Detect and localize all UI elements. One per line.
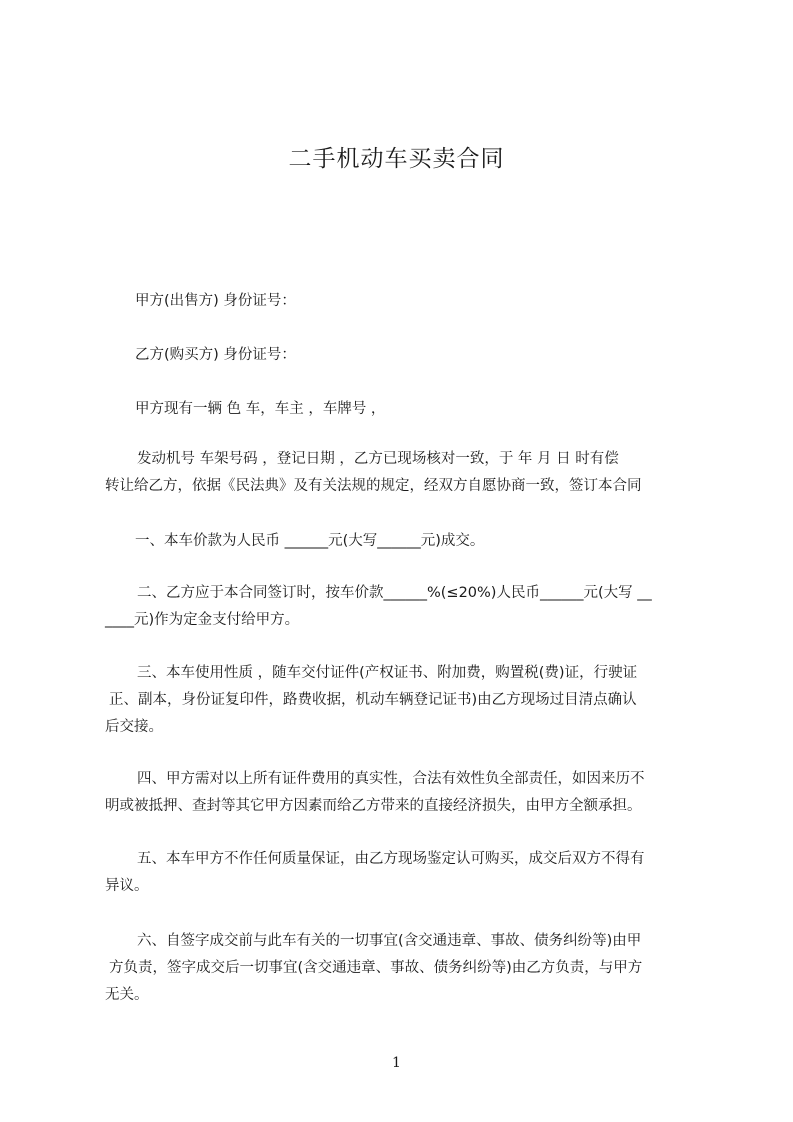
clause-line: 五、本车甲方不作任何质量保证，由乙方现场鉴定认可购买，成交后双方不得有 — [137, 851, 645, 867]
intro-paragraph — [105, 446, 705, 500]
clause-line: 后交接。 — [105, 719, 163, 735]
clause-3 — [105, 660, 705, 741]
clause-line: 明或被抵押、查封等其它甲方因素而给乙方带来的直接经济损失，由甲方全额承担。 — [105, 798, 642, 814]
clause-line: 无关。 — [105, 987, 149, 1003]
clause-6 — [105, 928, 705, 1009]
vehicle-info-line: 甲方现有一辆 色 车，车主 ，车牌号 ， — [135, 401, 386, 417]
intro-line: 转让给乙方，依据《民法典》及有关法规的规定，经双方自愿协商一致，签订本合同 — [105, 478, 642, 494]
document-title: 二手机动车买卖合同 — [288, 146, 505, 172]
clause-1 — [105, 528, 705, 555]
clause-line: 二、乙方应于本合同签订时，按车价款______%(≤20%)人民币______元(大写 __ — [137, 585, 652, 601]
clause-line: 正、副本，身份证复印件，路费收据，机动车辆登记证书)由乙方现场过目清点确认 — [109, 692, 637, 708]
clause-line: 三、本车使用性质 ，随车交付证件(产权证书、附加费，购置税(费)证，行驶证 — [137, 665, 638, 681]
intro-line: 发动机号 车架号码 ，登记日期 ，乙方已现场核对一致，于 年 月 日 时有偿 — [137, 451, 619, 467]
clause-line: 六、自签字成交前与此车有关的一切事宜(含交通违章、事故、债务纠纷等)由甲 — [137, 933, 642, 949]
clause-4 — [105, 766, 705, 820]
clause-2 — [105, 580, 705, 634]
party-a-line: 甲方(出售方) 身份证号： — [135, 293, 296, 309]
clause-line: 四、甲方需对以上所有证件费用的真实性，合法有效性负全部责任，如因来历不 — [137, 771, 645, 787]
party-b-line: 乙方(购买方) 身份证号： — [135, 347, 296, 363]
clause-5 — [105, 846, 705, 900]
page-number: 1 — [392, 1055, 401, 1071]
clause-line: 一、本车价款为人民币 ______元(大写______元)成交。 — [135, 533, 485, 549]
clause-line: 方负责，签字成交后一切事宜(含交通违章、事故、债务纠纷等)由乙方负责，与甲方 — [109, 960, 643, 976]
clause-line: 异议。 — [105, 878, 149, 894]
clause-line: ____元)作为定金支付给甲方。 — [105, 612, 300, 628]
